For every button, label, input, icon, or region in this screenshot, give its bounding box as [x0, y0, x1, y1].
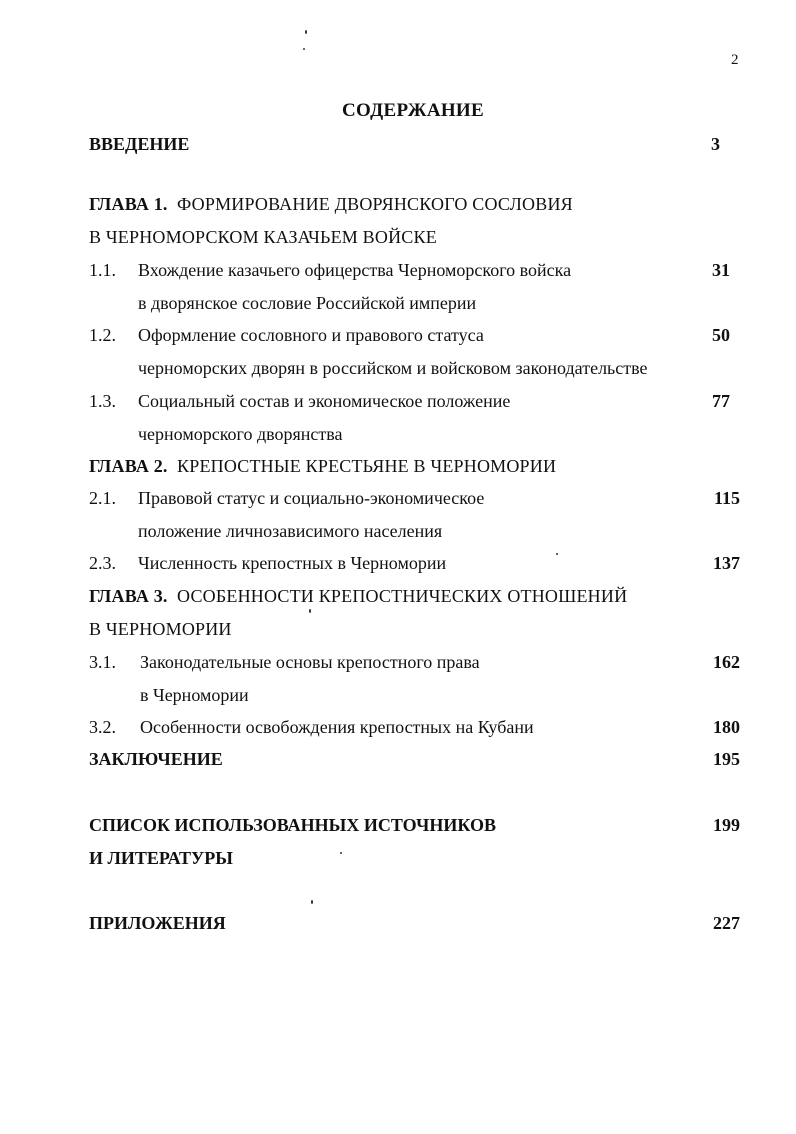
chapter-label: ГЛАВА 2. — [89, 456, 168, 476]
chapter-title-line2: В ЧЕРНОМОРСКОМ КАЗАЧЬЕМ ВОЙСКЕ — [89, 227, 437, 247]
toc-entry-page: 195 — [713, 749, 740, 769]
toc-entry-label-line2: И ЛИТЕРАТУРЫ — [89, 848, 233, 868]
section-title-line1: Законодательные основы крепостного права — [140, 652, 480, 672]
section-number: 1.1. — [89, 260, 116, 280]
chapter-label: ГЛАВА 1. — [89, 194, 168, 214]
chapter-heading — [89, 457, 556, 475]
scan-speck — [556, 553, 558, 555]
section-title-line1: Правовой статус и социально-экономическое — [138, 488, 485, 508]
section-title-line1: Особенности освобождения крепостных на Кубани — [140, 717, 534, 737]
scan-speck — [340, 852, 342, 854]
page-number: 2 — [731, 52, 739, 68]
chapter-title-line2: В ЧЕРНОМОРИИ — [89, 619, 232, 639]
toc-entry-page: 3 — [711, 134, 720, 154]
section-page: 137 — [713, 553, 740, 573]
chapter-heading — [89, 195, 573, 213]
section-title-line2: черноморского дворянства — [138, 424, 343, 444]
section-title-line1: Численность крепостных в Черномории — [138, 553, 447, 573]
scan-speck — [311, 900, 313, 904]
section-number: 3.1. — [89, 652, 116, 672]
section-title-line2: в дворянское сословие Российской империи — [138, 293, 477, 313]
toc-entry-page: 199 — [713, 815, 740, 835]
scan-speck — [309, 609, 311, 613]
section-title-line2: черноморских дворян в российском и войсковом законодательстве — [138, 358, 648, 378]
toc-title: СОДЕРЖАНИЕ — [342, 100, 484, 121]
toc-entry-label-line1: СПИСОК ИСПОЛЬЗОВАННЫХ ИСТОЧНИКОВ — [89, 815, 496, 835]
toc-entry-label: ЗАКЛЮЧЕНИЕ — [89, 749, 223, 769]
section-title-line1: Оформление сословного и правового статуса — [138, 325, 484, 345]
section-page: 31 — [712, 260, 730, 280]
toc-entry-label: ВВЕДЕНИЕ — [89, 134, 190, 154]
section-page: 115 — [713, 488, 740, 508]
section-page: 162 — [713, 652, 740, 672]
section-title-line1: Вхождение казачьего офицерства Черноморского войска — [138, 260, 572, 280]
chapter-title-line1: ФОРМИРОВАНИЕ ДВОРЯНСКОГО СОСЛОВИЯ — [177, 194, 573, 214]
chapter-label: ГЛАВА 3. — [89, 586, 168, 606]
section-number: 2.3. — [89, 553, 116, 573]
chapter-title-line1: КРЕПОСТНЫЕ КРЕСТЬЯНЕ В ЧЕРНОМОРИИ — [177, 456, 557, 476]
chapter-title-line1: ОСОБЕННОСТИ КРЕПОСТНИЧЕСКИХ ОТНОШЕНИЙ — [177, 586, 628, 606]
section-page: 50 — [712, 325, 730, 345]
section-number: 2.1. — [89, 488, 116, 508]
section-number: 3.2. — [89, 717, 116, 737]
section-page: 180 — [713, 717, 740, 737]
section-title-line1: Социальный состав и экономическое положение — [138, 391, 511, 411]
section-number: 1.2. — [89, 325, 116, 345]
section-page: 77 — [712, 391, 730, 411]
scan-speck — [303, 48, 305, 50]
section-title-line2: положение личнозависимого населения — [138, 521, 443, 541]
toc-entry-page: 227 — [713, 913, 740, 933]
toc-entry-label: ПРИЛОЖЕНИЯ — [89, 913, 226, 933]
scan-speck — [305, 30, 307, 34]
chapter-heading — [89, 587, 627, 605]
section-number: 1.3. — [89, 391, 116, 411]
section-title-line2: в Черномории — [140, 685, 249, 705]
